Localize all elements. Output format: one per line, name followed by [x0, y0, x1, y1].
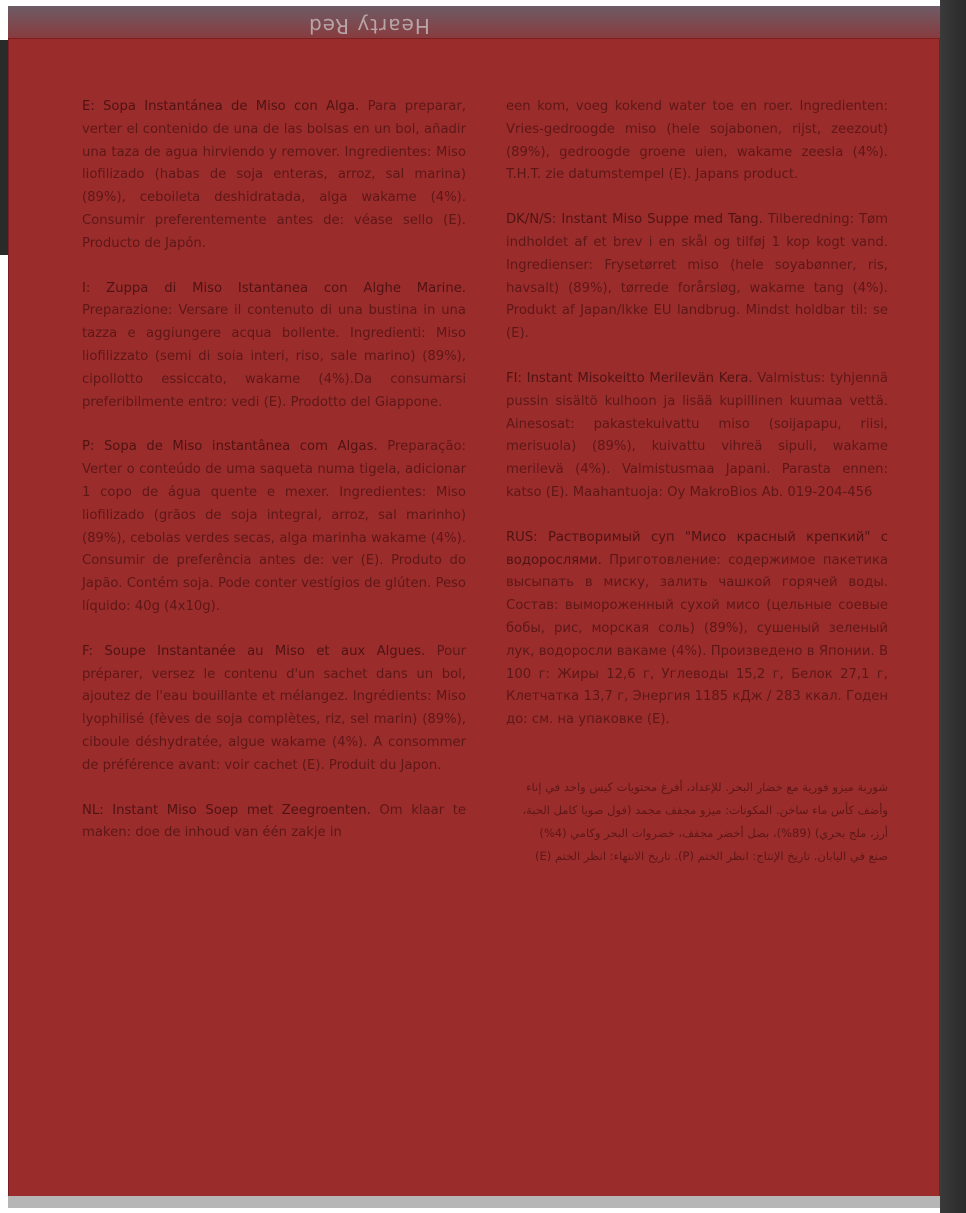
body-nl-cont: een kom, voeg kokend water toe en roer. Ingredienten: Vries-gedroogde miso (hele sojabonen, rijst, zeezout) (89%), gedroogde groene uien, wakame zeesla (4%). T.H.T. zie datumstempel (E). Japans product.: [506, 99, 888, 183]
heading-dk: DK/N/S: Instant Miso Suppe med Tang.: [506, 212, 763, 228]
arabic-line: أرز، ملح بحري) (89%)، بصل أخضر مجفف، خضروات البحر وكامي (4%): [539, 825, 888, 840]
arabic-line: وأضف كأس ماء ساخن. المكونات: ميزو مجفف مجمد (فول صويا كامل الحبة،: [522, 802, 888, 817]
paragraph-dk: [506, 209, 888, 346]
arabic-paragraph: [506, 776, 888, 868]
left-shadow: [0, 40, 8, 255]
box-top-flap: [8, 6, 940, 40]
left-text-column: [82, 96, 466, 867]
heading-pt: P: Sopa de Miso instantânea com Algas.: [82, 439, 378, 455]
arabic-line: شوربة ميزو فورية مع خضار البحر. للإعداد، أفرغ محتويات كيس واحد في إناء: [526, 779, 888, 794]
body-dk: Tilberedning: Tøm indholdet af et brev i en skål og tilføj 1 kop kogt vand. Ingredienser: Frysetørret miso (hele soyabønner, ris, havsalt) (89%), tørrede forårsløg, wakame tang (4%). Produkt af Japan/Ikke EU landbrug. Mindst holdbar til: se (E).: [506, 212, 888, 342]
body-fr: Pour préparer, versez le contenu d'un sachet dans un bol, ajoutez de l'eau bouillante et mélangez. Ingrédients: Miso lyophilisé (fèves de soja complètes, riz, sel marin) (89%), ciboule déshydratée, algue wakame (4%). A consommer de préférence avant: voir cachet (E). Produit du Japon.: [82, 643, 467, 773]
right-shadow: [940, 0, 966, 1213]
body-it: Preparazione: Versare il contenuto di una bustina in una tazza e aggiungere acqua bollente. Ingredienti: Miso liofilizzato (semi di soia interi, riso, sale marino) (89%), cipollotto essiccato, wakame (4%).Da consumarsi preferibilmente entro: vedi (E). Prodotto del Giappone.: [82, 303, 466, 410]
bottom-edge: [8, 1196, 940, 1208]
paragraph-pt: [82, 436, 466, 618]
heading-nl: NL: Instant Miso Soep met Zeegroenten.: [82, 802, 371, 818]
right-text-column: [506, 96, 888, 868]
paragraph-fi: [506, 368, 888, 505]
body-es: Para preparar, verter el contenido de una de las bolsas en un bol, añadir una taza de agua hirviendo y remover. Ingredientes: Miso liofilizado (habas de soja enteras, arroz, sal marina) (89%), ceboileta deshidratada, alga wakame (4%). Consumir preferentemente antes de: véase sello (E). Producto de Japón.: [82, 99, 466, 251]
paragraph-rus: [506, 527, 888, 732]
body-pt: Preparação: Verter o conteúdo de uma saqueta numa tigela, adicionar 1 copo de água quente e mexer. Ingredientes: Miso liofilizado (grãos de soja integral, arroz, sal marinho) (89%), cebolas verdes secas, alga marinha wakame (4%). Consumir de preferência antes de: ver (E). Produto do Japão. Contém soja. Pode conter vestígios de glúten. Peso líquido: 40g (4x10g).: [82, 439, 466, 614]
paragraph-it: [82, 278, 466, 415]
top-flap-text: Hearty Red: [308, 14, 430, 38]
heading-fi: FI: Instant Misokeitto Merilevän Kera.: [506, 370, 753, 386]
heading-es: E: Sopa Instantánea de Miso con Alga.: [82, 99, 360, 114]
paragraph-fr: [82, 641, 466, 778]
body-nl: Om klaar te maken: doe de inhoud van één zakje in: [82, 802, 467, 841]
heading-fr: F: Soupe Instantanée au Miso et aux Algues.: [82, 643, 426, 659]
heading-rus: RUS: Растворимый суп "Мисо красный крепкий" с водорослями.: [506, 529, 888, 568]
body-fi: Valmistus: tyhjennä pussin sisältö kulhoon ja lisää kupillinen kuumaa vettä. Ainesosat: pakastekuivattu miso (soijapapu, riisi, merisuola) (89%), kuivattu vihreä sipuli, wakame merilevä (4%). Valmistusmaa Japani. Parasta ennen: katso (E). Maahantuoja: Oy MakroBios Ab. 019-204-456: [506, 370, 888, 500]
arabic-line: صنع في اليابان. تاريخ الإنتاج: انظر الختم (P). تاريخ الانتهاء: انظر الختم (E): [535, 848, 888, 863]
paragraph-nl: [82, 800, 466, 846]
paragraph-nl-cont: [506, 96, 888, 187]
heading-it: I: Zuppa di Miso Istantanea con Alghe Marine.: [82, 280, 466, 296]
paragraph-es: [82, 96, 466, 256]
body-rus: Приготовление: содержимое пакетика высыпать в миску, залить чашкой горячей воды. Состав: вымороженный сухой мисо (цельные соевые бобы, рис, морская соль) (89%), сушеный зеленый лук, водоросли вакаме (4%). Произведено в Японии. В 100 г: Жиры 12,6 г, Углеводы 15,2 г, Белок 27,1 г, Клетчатка 13,7 г, Энергия 1185 кДж / 283 ккал. Годен до: см. на упаковке (E).: [506, 552, 888, 728]
